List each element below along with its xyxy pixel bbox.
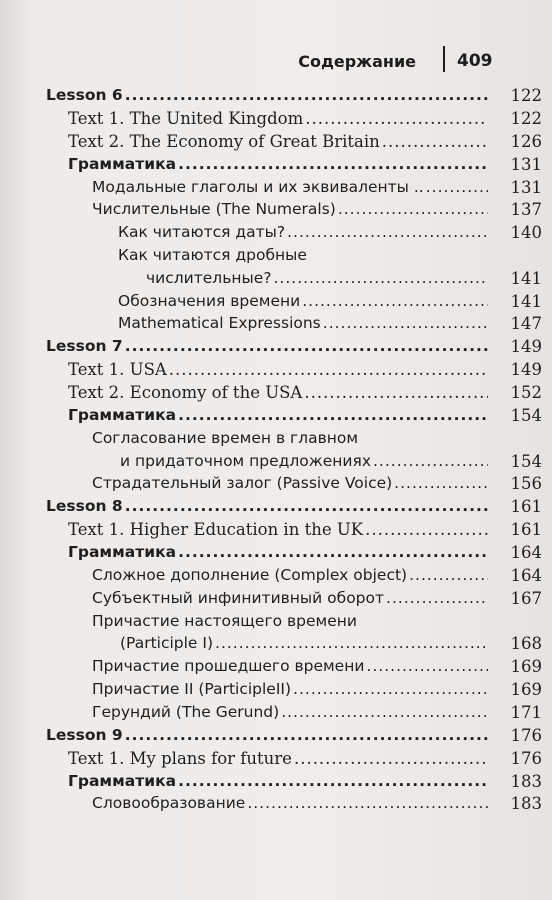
toc-entry-page: 122 — [510, 86, 542, 105]
toc-leader-dots — [178, 543, 488, 561]
page-number: 409 — [457, 51, 493, 71]
toc-entry-label: Страдательный залог (Passive Voice) — [92, 474, 393, 493]
toc-entry-label: Text 1. My plans for future — [68, 748, 292, 768]
toc-entry-label: Как читаются даты? — [118, 223, 286, 242]
toc-entry-label-line1: Согласование времен в главном — [92, 428, 359, 447]
toc-entry-label: Причастие II (ParticipleII) — [92, 680, 292, 698]
toc-leader-dots — [366, 657, 488, 675]
toc-leader-dots — [281, 703, 488, 721]
toc-entry-page: 141 — [510, 291, 542, 311]
header-separator — [443, 46, 445, 72]
toc-entry-page: 169 — [510, 657, 542, 677]
toc-leader-dots — [304, 383, 488, 402]
toc-entry-page: 169 — [510, 680, 542, 699]
toc-entry-page: 131 — [510, 154, 542, 174]
toc-entry-label: Text 1. The United Kingdom — [68, 109, 304, 129]
toc-entry-label: Модальные глаголы и их эквиваленты .. — [92, 177, 424, 196]
toc-leader-dots — [305, 109, 488, 128]
toc-entry-label: Сложное дополнение (Complex object) — [92, 566, 408, 584]
toc-leader-dots — [293, 680, 488, 698]
page-header — [0, 46, 552, 76]
toc-entry-label: Словообразование — [92, 794, 246, 813]
toc-entry — [0, 428, 552, 471]
toc-entry-page: 149 — [510, 360, 542, 380]
toc-entry-label: Mathematical Expressions — [118, 314, 321, 333]
toc-entry — [0, 86, 552, 112]
toc-entry-page: 147 — [510, 314, 542, 334]
toc-entry — [0, 726, 552, 752]
toc-entry-page: 137 — [510, 200, 542, 220]
toc-leader-dots — [287, 223, 488, 241]
toc-entry-label: Lesson 8 — [46, 497, 123, 516]
toc-leader-dots — [169, 360, 488, 379]
toc-entry-page: 154 — [510, 406, 542, 425]
toc-entry — [0, 611, 552, 654]
toc-entry-page: 122 — [510, 109, 542, 129]
toc-entry-page: 161 — [510, 520, 542, 540]
running-head-title: Содержание — [298, 52, 416, 71]
toc-entry-label: Lesson 7 — [46, 337, 123, 356]
toc-entry-label: Text 1. USA — [68, 360, 167, 380]
toc-entry — [0, 337, 552, 363]
toc-entry-label: Грамматика — [68, 154, 177, 173]
toc-leader-dots — [338, 200, 488, 218]
toc-entry-page: 126 — [510, 132, 542, 151]
toc-entry-page: 141 — [510, 268, 542, 288]
toc-entry-page: 161 — [510, 497, 542, 517]
toc-entry-label: Lesson 9 — [46, 725, 123, 744]
toc-entry-page: 154 — [510, 451, 542, 471]
toc-entry-label: Text 1. Higher Education in the UK — [68, 520, 364, 540]
toc-entry-label: Text 2. The Economy of Great Britain — [68, 132, 380, 151]
toc-entry-label-line1: Как читаются дробные — [118, 246, 307, 264]
toc-entry-page: 152 — [510, 383, 542, 403]
toc-entry-page: 164 — [510, 543, 542, 563]
toc-leader-dots — [394, 474, 488, 492]
toc-entry-label: (Participle I) — [120, 634, 214, 653]
toc-leader-dots — [125, 86, 488, 104]
toc-entry-page: 168 — [510, 634, 542, 654]
toc-leader-dots — [373, 452, 488, 470]
toc-leader-dots — [386, 589, 488, 607]
toc-entry-label: Грамматика — [68, 771, 177, 790]
toc-entry-page: 167 — [510, 588, 542, 608]
toc-leader-dots — [273, 269, 488, 287]
toc-leader-dots — [294, 749, 488, 768]
toc-entry-page: 176 — [510, 748, 542, 768]
toc-entry-label: Обозначения времени — [118, 291, 301, 310]
toc-leader-dots — [178, 772, 488, 790]
toc-leader-dots — [178, 155, 488, 173]
toc-leader-dots — [365, 520, 488, 539]
toc-leader-dots — [426, 178, 488, 196]
toc-entry-label: Грамматика — [68, 406, 177, 424]
toc-entry-label: Герундий (The Gerund) — [92, 702, 280, 721]
toc-entry-label: Числительные (The Numerals) — [92, 200, 336, 219]
toc-entry-label-line1: Причастие настоящего времени — [92, 611, 357, 630]
toc-leader-dots — [323, 314, 488, 332]
toc-entry-label: Грамматика — [68, 543, 177, 562]
toc-entry-label: и придаточном предложениях — [120, 451, 371, 470]
toc-entry-page: 176 — [510, 725, 542, 745]
toc-leader-dots — [125, 726, 488, 744]
toc-entry — [0, 246, 552, 288]
toc-leader-dots — [125, 337, 488, 355]
toc-entry-page: 149 — [510, 337, 542, 357]
toc-entry-label: Причастие прошедшего времени — [92, 657, 365, 676]
toc-leader-dots — [302, 292, 488, 310]
toc-entry — [0, 497, 552, 523]
toc-entry — [0, 794, 552, 820]
toc-leader-dots — [215, 634, 488, 652]
toc-entry-label: числительные? — [146, 268, 272, 287]
toc-entry-page: 164 — [510, 566, 542, 585]
toc-entry-label: Lesson 6 — [46, 86, 123, 104]
toc-leader-dots — [247, 794, 488, 812]
toc-entry-label: Text 2. Economy of the USA — [68, 383, 303, 403]
toc-entry-page: 183 — [510, 794, 542, 814]
toc-leader-dots — [409, 566, 488, 584]
toc-entry-label: Субъектный инфинитивный оборот — [92, 588, 385, 607]
toc-leader-dots — [382, 132, 488, 151]
toc-entry-page: 171 — [510, 702, 542, 722]
toc-entry-page: 140 — [510, 223, 542, 243]
toc-leader-dots — [125, 497, 488, 515]
toc-entry-page: 156 — [510, 474, 542, 494]
toc-entry-page: 131 — [510, 177, 542, 197]
toc-leader-dots — [178, 406, 488, 424]
toc-entry-page: 183 — [510, 771, 542, 791]
